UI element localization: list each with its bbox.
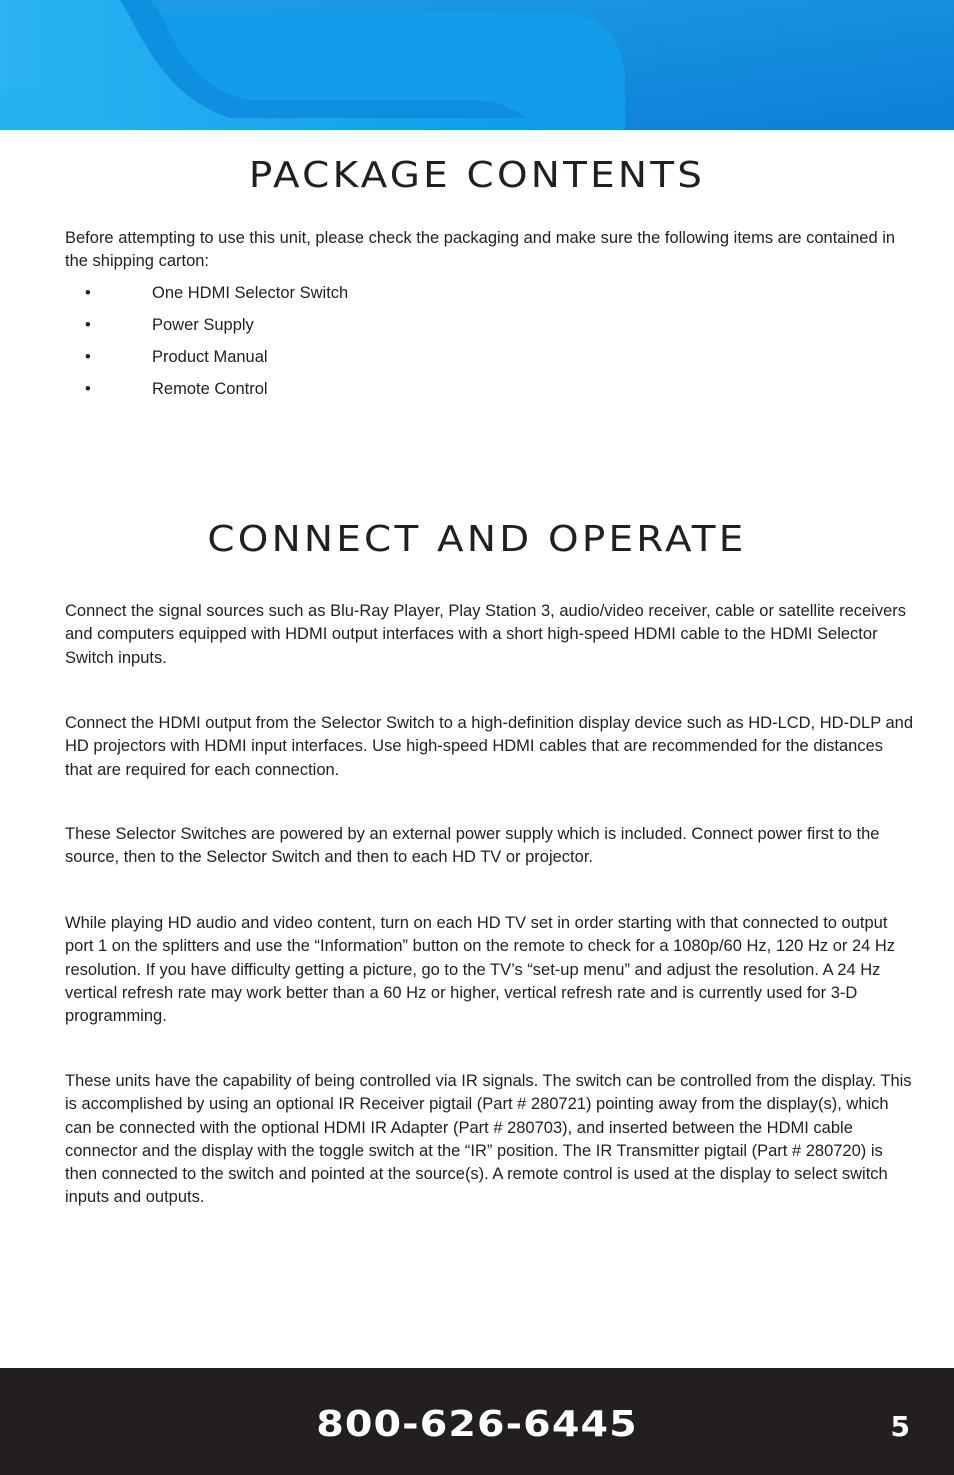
operate-paragraph-1: Connect the signal sources such as Blu-Ray Player, Play Station 3, audio/video receiver, cable or satellite receivers and computers equipped with HDMI output interfaces with a short high-speed HDMI cable to the HDMI Selector Switch inputs.: [65, 602, 907, 667]
phone-number: 800-626-6445: [316, 1404, 638, 1445]
banner-wave-graphic: [0, 0, 954, 130]
package-contents-heading: PACKAGE CONTENTS: [248, 155, 706, 196]
list-item-text: One HDMI Selector Switch: [152, 284, 349, 302]
connect-operate-heading: CONNECT AND OPERATE: [207, 519, 747, 560]
list-item-text: Power Supply: [152, 316, 254, 334]
page-number: 5: [890, 1410, 910, 1443]
header-banner: [0, 0, 954, 130]
bullet-icon: •: [85, 284, 91, 302]
operate-paragraph-5: These units have the capability of being controlled via IR signals. The switch can be controlled from the display. This is accomplished by using an optional IR Receiver pigtail (Part # 280721) pointing away from the display(s), which can be connected with the optional HDMI IR Adapter (Part # 280703), and inserted between the HDMI cable connector and the display with the toggle switch at the “IR” position. The IR Transmitter pigtail (Part # 280720) is then connected to the switch and pointed at the source(s). A remote control is used at the display to select switch inputs and outputs.: [65, 1072, 912, 1207]
list-item-text: Product Manual: [152, 348, 268, 366]
bullet-icon: •: [85, 380, 91, 398]
operate-paragraph-3: These Selector Switches are powered by an external power supply which is included. Connect power first to the source, then to the Selector Switch and then to each HD TV or projector.: [65, 825, 880, 867]
bullet-icon: •: [85, 316, 91, 334]
list-item-text: Remote Control: [152, 380, 268, 398]
operate-paragraph-2: Connect the HDMI output from the Selector Switch to a high-definition display device such as HD-LCD, HD-DLP and HD projectors with HDMI input interfaces. Use high-speed HDMI cables that are recommended for the distances that are required for each connection.: [65, 714, 914, 779]
bullet-icon: •: [85, 348, 91, 366]
operate-paragraph-4: While playing HD audio and video content, turn on each HD TV set in order starting with that connected to output port 1 on the splitters and use the “Information” button on the remote to check for a 1080p/60 Hz, 120 Hz or 24 Hz resolution. If you have difficulty getting a picture, go to the TV’s “set-up menu” and adjust the resolution. A 24 Hz vertical refresh rate may work better than a 60 Hz or higher, vertical refresh rate and is currently used for 3-D programming.: [65, 914, 896, 1026]
package-intro-text: Before attempting to use this unit, please check the packaging and make sure the following items are contained in the shipping carton:: [65, 229, 896, 271]
